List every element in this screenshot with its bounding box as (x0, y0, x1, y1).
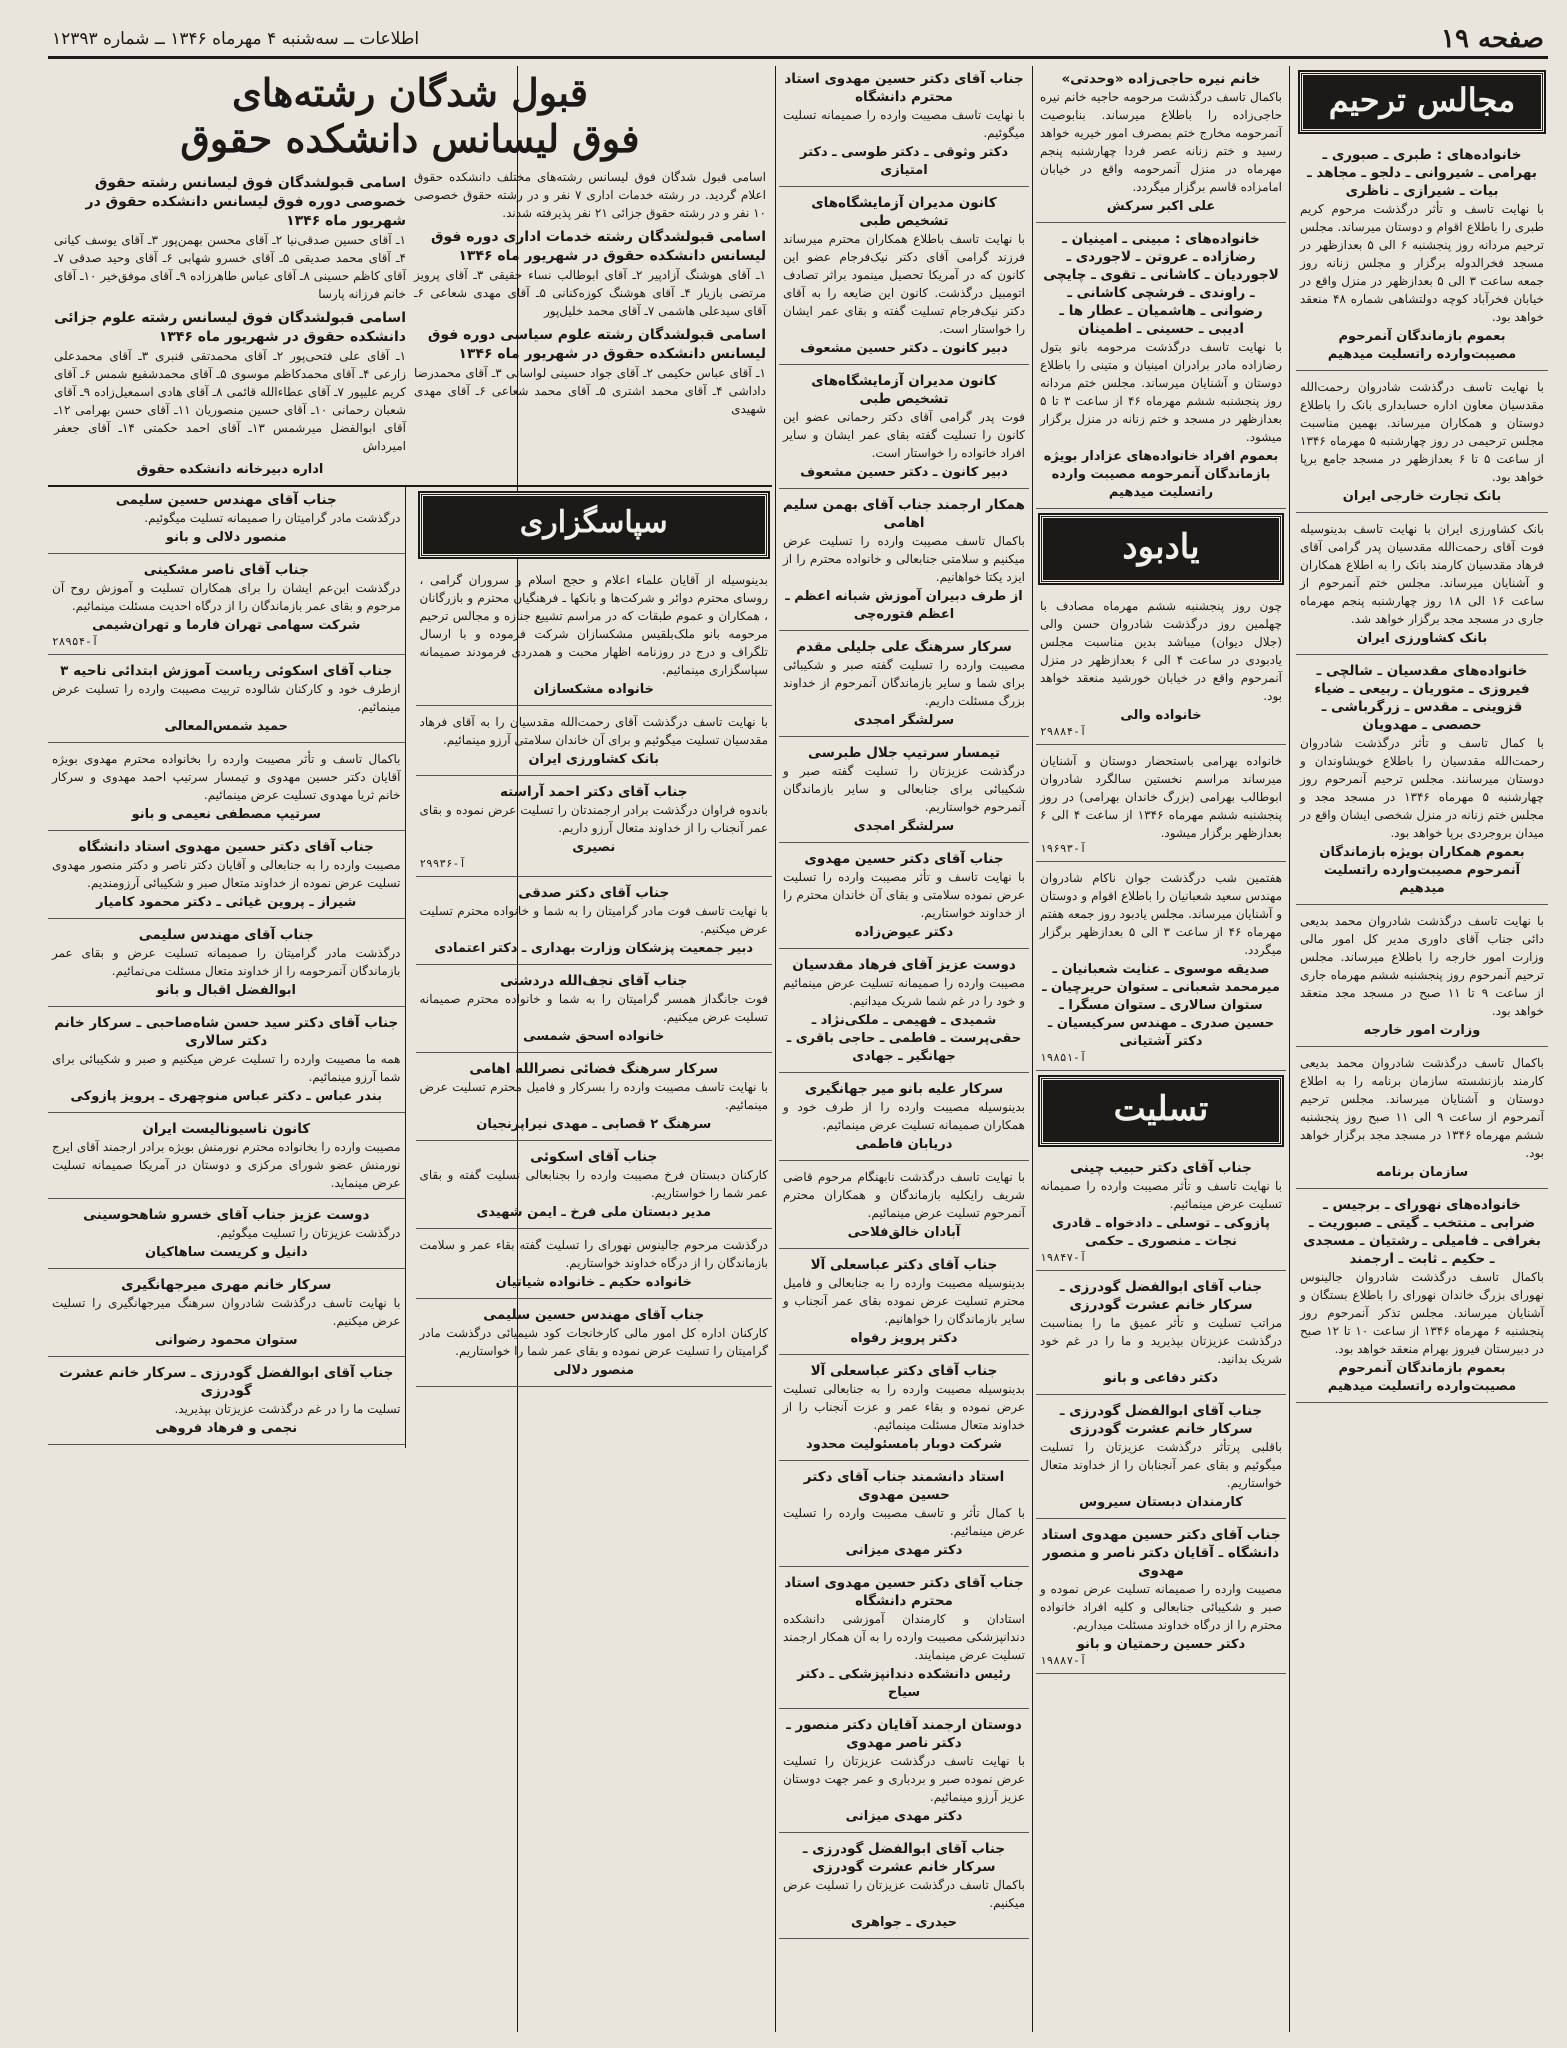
notice-signature: بانک تجارت خارجی ایران (1342, 489, 1502, 504)
notice (48, 1272, 405, 1357)
notice-title: کانون ناسیونالیست ایران (142, 1121, 311, 1137)
notice-body: درگذشت مادر گرامیتان را صمیمانه تسلیت میگوئیم. (144, 511, 401, 525)
notice-body: بدینوسیله مصیبت وارده را به جنابعالی تسلیت عرض نموده و بقاء عمر و عزت آنجناب را از خداوند متعال مسئلت مینمائیم. (783, 1382, 1025, 1432)
notice-title: سرکار سرهنگ فضائی نصرالله اهامی (469, 1061, 719, 1077)
notice (48, 1116, 405, 1199)
notice-title: دوست عزیز جناب آقای خسرو شاهحوسینی (83, 1207, 370, 1223)
graduates-section (414, 228, 766, 320)
notice-body: با نهایت تاسف درگذشت آقای رحمت‌الله مقدسیان را به آقای فرهاد مقدسیان تسلیت میگوئیم و برای آن خاندان سلامتی آرزو مینمائیم. (419, 715, 768, 747)
notice-title: تیمسار سرتیپ جلال طبرسی (807, 745, 1001, 761)
section-names: ۱ـ آقای علی فتحی‌پور ۲ـ آقای محمدتقی قنبری ۳ـ آقای محمدعلی زارعی ۴ـ آقای محمدکاظم موسوی ۵ـ آقای محمدشفیع شمس ۶ـ آقای کریم علیپور ۷ـ آقای عطاءالله قائمی ۸ـ آقای هادی اسمعیل‌زاده ۹ـ آقای شعبان رحمانی ۱۰ـ آقای حسین منصوریان ۱۱ـ آقای حسن بهرامی ۱۲ـ آقای ابوالفضل میرشمس ۱۳ـ آقای احمد حکمتی ۱۴ـ آقای جعفر امیرداش (54, 349, 407, 453)
page-number: صفحه ۱۹ (1441, 24, 1544, 54)
notice-signature: دکتر مهدی میزانی (845, 1543, 963, 1558)
column-rule (1032, 66, 1033, 2032)
notice-title: جناب آقای ابوالفضل گودرزی ـ سرکار خانم عشرت گودرزی (59, 1365, 394, 1399)
notice-body: درگذشت مادر گرامیتان را صمیمانه تسلیت عرض و بقای عمر بازماندگان آنمرحومه را از خداوند متعال مسئلت می‌نمائیم. (52, 946, 401, 978)
column-rule (775, 66, 776, 2032)
notice-body: باقلبی پرتأثر درگذشت عزیزتان را تسلیت میگوئیم و بقای عمر آنجنابان را از خداوند متعال خواستاریم. (1040, 1440, 1282, 1490)
notice-body: مصیبت وارده را به جنابعالی و آقایان دکتر ناصر و دکتر منصور مهدوی تسلیت عرض نموده از خداوند متعال صبر و شکیبائی آرزومندیم. (52, 858, 401, 890)
notice (1296, 658, 1548, 905)
article-intro: اسامی قبول شدگان فوق لیسانس رشته‌های مختلف دانشکده حقوق اعلام گردید. در رشته خدمات اداری ۷ نفر و در رشته حقوق خصوصی ۱۰ نفر و در رشته حقوق جزائی ۲۱ نفر پذیرفته شدند. (414, 170, 767, 220)
notice-signature: نصیری (572, 840, 616, 855)
notice-title: جناب آقای دکتر حسین مهدوی استاد محترم دانشگاه (784, 71, 1024, 105)
banner-majales-tarhim: مجالس ترحیم (1300, 72, 1544, 132)
notice (416, 880, 773, 965)
column-yadbood-tasliyat (1036, 66, 1286, 2032)
notice-title: خانواده‌های : مبینی ـ امینیان ـ رضازاده ـ عروتن ـ لاجوردی ـ لاجوردیان ـ کاشانی ـ تقوی ـ چایچی ـ راوندی ـ فرشچی کاشانی ـ رضوانی ـ هاشمیان ـ عطار ها ـ ادیبی ـ حسینی ـ اطمینان (1043, 231, 1279, 337)
notice-body: هفتمین شب درگذشت جوان ناکام شادروان مهندس سعید شعبانیان را باطلاع اقوام و دوستان و آشنایان میرساند. مجلس یادبود روز جمعه هفتم مهرماه ۴۶ از ساعت ۳ الی ۵ بعدازظهر برگزار میگردد. (1040, 871, 1283, 957)
notice-title: جناب آقای دکتر حسین مهدوی (804, 851, 1004, 867)
notice-body: کارکنان دبستان فرخ مصیبت وارده را بجنابعالی تسلیت گفته و بقای عمر شما را خواستاریم. (419, 1168, 768, 1200)
notice-body: با نهایت تاسف درگذشت نابهنگام مرحوم قاضی شریف رایکلیه بازماندگان و همکاران محترم آنمرحوم تسلیت عرض مینمائیم. (783, 1170, 1025, 1220)
notice-body: کارکنان اداره کل امور مالی کارخانجات کود شیمیائی درگذشت مادر گرامیتان را تسلیت عرض نموده و بقای عمر شما را خواستاریم. (419, 1326, 768, 1358)
notice-body: باکمال تاسف و تأثر مصیبت وارده را بخانواده محترم مهدوی بویژه آقایان دکتر حسین مهدوی و تیمسار سرتیپ احمد مهدوی و سرکار خانم ثریا مهدوی تسلیت عرض مینمائیم. (52, 752, 401, 802)
notice-code: آ-۲۹۹۳۶ (419, 857, 466, 870)
notice-body: درگذشت عزیزتان را تسلیت میگوئیم. (216, 1226, 401, 1240)
notice-title: سرکار علیه بانو میر جهانگیری (804, 1081, 1004, 1097)
section-heading: اسامی قبولشدگان رشته علوم سیاسی دوره فوق لیسانس دانشکده حقوق در شهریور ماه ۱۳۴۶ (427, 327, 766, 362)
notice-code: آ-۱۹۸۵۱ (1040, 1051, 1087, 1064)
notice (779, 66, 1029, 187)
column-rule (1289, 66, 1290, 2032)
notice-body: بدینوسیله مصیبت وارده را به جنابعالی و فامیل محترم تسلیت عرض نموده بقای عمر آنجناب و سایر بازماندگان را خواهانیم. (783, 1276, 1025, 1326)
notice-body: درگذشت عزیزتان را تسلیت گفته صبر و شکیبائی برای جنابعالی و سایر بازماندگان آنمرحوم خواستاریم. (783, 764, 1025, 814)
notice-body: با نهایت تاسف درگذشت شادروان رحمت‌الله مقدسیان معاون اداره حسابداری بانک را باطلاع دوستان و همکاران میرساند. بهمین مناسبت مجلس ترحیمی در روز چهارشنبه ۵ مهرماه ۱۳۴۶ از ساعت ۵ تا ۶ بعدازظهر در مسجد جامع برپا خواهد بود. (1300, 380, 1545, 484)
notice-signature: سرتیپ مصطفی نعیمی و بانو (131, 807, 321, 822)
notice-body: مصیبت وارده را بخانواده محترم نورمنش بویژه برادر ارجمند آقای ایرج نورمنش عضو شورای مرکزی و دوستان در آمریکا صمیمانه تسلیت عرض مینماید. (52, 1140, 401, 1190)
notice-body: درگذشت مرحوم جالینوس نهورای را تسلیت گفته بقاء عمر و سلامت بازماندگان را از درگاه خداوند خواستاریم. (419, 1238, 768, 1270)
notice-code: آ-۱۹۸۸۷ (1040, 1654, 1087, 1667)
notice-body: با نهایت تاسف درگذشت شادروان سرهنگ میرجهانگیری را تسلیت عرض میکنیم. (52, 1296, 401, 1328)
notice-signature: صدیقه موسوی ـ عنایت شعبانیان ـ میرمحمد شعبانی ـ ستوان حریرچیان ـ ستوان سالاری ـ ستوان مسگرا ـ حسین صدری ـ مهندس سرکیسیان ـ دکتر آشتیانی (1042, 962, 1280, 1049)
notice-signature: آبادان خالق‌فلاحی (847, 1225, 961, 1240)
notice-signature: خانواده حکیم ـ خانواده شیاتیان (495, 1275, 692, 1290)
notice-signature: منصور دلالی و بانو (165, 530, 287, 545)
notice-body: با نهایت تاسف و تأثر درگذشت مرحوم کریم طبری را باطلاع اقوام و دوستان میرساند. مجلس ترحیم مردانه روز پنجشنبه ۶ الی ۵ بعدازظهر در مسجد فخرالدوله برگزار و مجلس زنانه روز جمعه ساعت ۳ الی ۵ بعدازظهر در منزل واقع در خیابان فخرآباد کوچه دولتشاهی شماره ۴۸ منعقد خواهد بود. (1300, 202, 1545, 324)
notice (1036, 226, 1286, 509)
notice (779, 190, 1029, 365)
condolence-list (1036, 1155, 1286, 1674)
section-heading: اسامی قبولشدگان رشته خدمات اداری دوره فوق لیسانس دانشکده حقوق در شهریور ماه ۱۳۴۶ (430, 229, 766, 264)
notice-body: با نهایت تاسف درگذشت شادروان محمد بدیعی دائی جناب آقای داوری مدیر کل امور مالی وزارت امور خارجه را باطلاع میرساند. مجلس ترحیم آنمرحوم روز پنجشنبه ششم مهرماه جاری از ساعت ۹ تا ۱۱ صبح در مسجد مجد منعقد خواهد بود. (1300, 914, 1545, 1018)
notice (48, 658, 405, 743)
notices-list (1296, 142, 1548, 1403)
notice (1036, 1522, 1286, 1674)
notice-signature: شمیدی ـ فهیمی ـ ملکی‌نژاد ـ حقی‌پرست ـ فاطمی ـ حاجی باقری ـ جهانگیر ـ جهادی (786, 1013, 1022, 1064)
notice-title: همکار ارجمند جناب آقای بهمن سلیم اهامی (783, 497, 1025, 531)
notice (1296, 142, 1548, 371)
notice-title: جناب آقای مهندس سلیمی (138, 927, 314, 943)
notice-title: جناب آقای دکتر حسین مهدوی استاد محترم دانشگاه (784, 1575, 1024, 1609)
notice-title: جناب آقای ناصر مشکینی (143, 562, 309, 578)
notice-title: سرکار سرهنگ علی جلیلی مقدم (796, 639, 1012, 655)
banner-sepasgozari: سپاسگزاری (420, 493, 769, 557)
notice (779, 846, 1029, 949)
notice-signature: کارمندان دبستان سیروس (1079, 1495, 1243, 1510)
notice-signature: بانک کشاورزی ایران (1356, 631, 1488, 646)
notice-signature: نجمی و فرهاد فروهی (155, 1421, 298, 1436)
notice (416, 1302, 773, 1387)
notice (1036, 593, 1286, 745)
notice-body: تسلیت ما را در غم درگذشت عزیزتان بپذیرید. (174, 1402, 401, 1416)
notice (1296, 1050, 1548, 1189)
notice-code: آ-۱۹۶۹۳ (1040, 842, 1087, 855)
notice (416, 1056, 773, 1141)
notice-signature: دریابان فاطمی (855, 1137, 953, 1152)
notice-body: با نهایت تاسف باطلاع همکاران محترم میرساند فرزند گرامی آقای دکتر نیک‌فرجام عضو این کانون که در آمریکا تحصیل مینمود براثر تصادف اتومبیل درگذشت. کانون این ضایعه را به آقای دکتر نیک‌فرجام تسلیت گفته و بقای عمر ایشان را خواستار است. (783, 232, 1025, 336)
notice-signature: سرلشگر امجدی (853, 713, 955, 728)
notice-body: استادان و کارمندان آموزشی دانشکده دندانپزشکی مصیبت وارده را به آن همکار ارجمند تسلیت عرض مینمایند. (783, 1612, 1025, 1662)
notice-signature: بعموم بازماندگان آنمرحوم مصیبت‌وارده راتسلیت میدهیم (1327, 1361, 1517, 1394)
thanks-list (416, 567, 773, 1387)
notice-body: همه ما مصیبت وارده را تسلیت عرض میکنیم و صبر و شکیبائی برای شما آرزو مینمائیم. (52, 1052, 401, 1084)
notice-body: باندوه فراوان درگذشت برادر ارجمندتان را تسلیت عرض نموده و بقای عمر آنجناب را از خداوند متعال آرزو داریم. (419, 803, 768, 835)
notice-title: دوست عزیز آقای فرهاد مقدسیان (792, 957, 1016, 973)
notice-body: با نهایت تاسف و تأثر مصیبت وارده را تسلیت عرض نموده سلامتی و بقای آن خاندان محترم را از خداوند خواستاریم. (783, 870, 1025, 920)
notice-signature: منصور دلالی (553, 1363, 635, 1378)
notice-body: باکمال تاسف درگذشت مرحومه حاجیه خانم نیره حاجی‌زاده را باطلاع میرساند. بنابوصیت آنمرحومه مخارج ختم بمصرف امور خیریه خواهد رسید و ختم زنانه عصر فردا چهارشنبه پنجم مهرماه در منزل آنمرحومه واقع در خیابان امامزاده قاسم برگزار میگردد. (1040, 90, 1282, 194)
notice-title: جناب آقای دکتر حبیب چینی (1070, 1160, 1252, 1176)
notice-title: دوستان ارجمند آقایان دکتر منصور ـ دکتر ناصر مهدوی (786, 1717, 1022, 1751)
notice-body: باکمال تاسف درگذشت شادروان محمد بدیعی کارمند بازنشسته سازمان برنامه را به اطلاع دوستان و آشنایان میرساند. مجلس ترحیم آنمرحوم از ساعت ۹ الی ۱۱ صبح روز پنجشنبه ششم مهرماه ۱۳۴۶ در مسجد مجد برگزار خواهد بود. (1300, 1056, 1544, 1160)
notice (779, 368, 1029, 489)
notice-title: کانون مدیران آزمایشگاه‌های تشخیص طبی (811, 195, 997, 229)
notice-signature: شرکت سهامی تهران فارما و تهران‌شیمی (92, 618, 361, 633)
notice (416, 779, 773, 877)
notice (1296, 1192, 1548, 1403)
notice-signature: وزارت امور خارجه (1363, 1023, 1481, 1038)
notice-signature: دانیل و کریست ساهاکیان (145, 1245, 308, 1260)
notice (1036, 748, 1286, 862)
notice (416, 567, 773, 706)
notice (779, 1464, 1029, 1567)
notice-body: چون روز پنجشنبه ششم مهرماه مصادف با چهلمین روز درگذشت شادروان حسن والی (جلال دیوان) میباشد بدین مناسبت مجلس یادبودی در ساعت ۴ الی ۶ بعدازظهر در منزل آنمرحوم واقع در خیابان خورشید منعقد خواهد بود. (1040, 599, 1282, 703)
notice-body: باکمال تاسف درگذشت عزیزتان را تسلیت عرض میکنیم. (783, 1878, 1025, 1910)
remembrance-list (1036, 593, 1286, 1071)
notice-signature: دکتر عیوض‌زاده (854, 925, 954, 940)
notice-body: با نهایت تاسف درگذشت عزیزتان را تسلیت عرض نموده صبر و بردباری و عمر جهت دوستان عزیز آرزو مینمائیم. (783, 1754, 1025, 1804)
section-heading: اسامی قبولشدگان فوق لیسانس رشته علوم جزائی دانشکده حقوق در شهریور ماه ۱۳۴۶ (54, 310, 406, 345)
notice-title: خانواده‌های : طبری ـ صبوری ـ بهرامی ـ شیروانی ـ دلجو ـ مجاهد ـ بیات ـ شیرازی ـ ناظری (1307, 147, 1537, 199)
notice (779, 1570, 1029, 1709)
graduates-section (54, 309, 406, 455)
notice-body: بانک کشاورزی ایران با نهایت تاسف بدینوسیله فوت آقای رحمت‌الله مقدسیان پدر گرامی آقای فرهاد مقدسیان کارمند بانک را به اطلاع همکاران و آشنایان میرساند. مجلس ختم آنمرحوم از ساعت ۱۶ الی ۱۸ روز چهارشنبه پنجم مهرماه جاری در مسجد مجد برگزار خواهد شد. (1300, 522, 1545, 626)
notice (48, 834, 405, 919)
notice (48, 922, 405, 1007)
notice-signature: بعموم افراد خانواده‌های عزادار بویژه بازماندگان آنمرحومه مصیبت وارده راتسلیت میدهیم (1043, 449, 1279, 500)
notice (1036, 66, 1286, 223)
notice-title: جناب آقای دکتر حسین مهدوی استاد دانشگاه (78, 839, 374, 855)
notice-signature: سرهنگ ۲ قصابی ـ مهدی نیراپرنجیان (476, 1117, 712, 1132)
notice-title: جناب آقای اسکوئی (530, 1149, 658, 1165)
notices-list (48, 487, 405, 1445)
notice-body: با نهایت تاسف و تأثر مصیبت وارده را صمیمانه تسلیت عرض مینمائیم. (1040, 1179, 1282, 1211)
notice-signature: دکتر پرویز رفواه (850, 1331, 958, 1346)
notice (1296, 516, 1548, 655)
notice-body: خانواده بهرامی باستحضار دوستان و آشنایان میرساند مراسم نخستین سالگرد شادروان ابوطالب بهرامی (بزرگ خاندان بهرامی) در روز پنجشنبه ششم مهرماه ۱۳۴۶ از ساعت ۴ الی ۶ بعدازظهر برگزار میشود. (1040, 754, 1282, 840)
graduates-section (54, 174, 406, 303)
notice-title: جناب آقای مهندس حسین سلیمی (483, 1307, 705, 1323)
notice-title: استاد دانشمند جناب آقای دکتر حسین مهدوی (803, 1469, 1005, 1503)
notice (1296, 908, 1548, 1047)
section-names: ۱ـ آقای حسین صدقی‌نیا ۲ـ آقای محسن بهمن‌پور ۳ـ آقای یوسف کیانی ۴ـ آقای محمد صدیقی ۵ـ آقای خسرو شهابی ۶ـ آقای وحید صدقی ۷ـ آقای کاظم حسینی ۸ـ آقای عباس طاهرزاده ۹ـ آقای موفق‌خیر ۱۰ـ آقای خانم فرزانه پارسا (54, 233, 406, 301)
notice-code: آ-۲۹۸۸۴ (1040, 725, 1087, 738)
notice-body: باکمال تاسف درگذشت شادروان جالینوس نهورای بزرگ خاندان نهورای را باطلاع بستگان و آشنایان میرساند. مجلس تذکر آنمرحوم روز پنجشنبه ۶ مهرماه ۱۳۴۶ از ساعت ۱۰ تا ۱۲ صبح در دبیرستان فیروز بهرام منعقد خواهد بود. (1300, 1270, 1545, 1356)
notice (779, 1836, 1029, 1939)
notice-signature: بعموم بازماندگان آنمرحوم مصیبت‌وارده راتسلیت میدهیم (1327, 329, 1517, 362)
notice-title: جناب آقای دکتر حسین مهدوی استاد دانشگاه ـ آقایان دکتر ناصر و منصور مهدوی (1041, 1527, 1281, 1579)
notice (779, 634, 1029, 737)
notice-body: با کمال تأثر و تاسف مصیبت وارده را تسلیت عرض مینمائیم. (783, 1506, 1025, 1538)
notice (416, 1144, 773, 1229)
notice-code: آ-۲۸۹۵۴ (52, 635, 99, 648)
notice (779, 1712, 1029, 1833)
notice (779, 492, 1029, 631)
notice-signature: رئیس دانشکده دندانپزشکی ـ دکتر سیاح (797, 1667, 1011, 1700)
notice (1036, 1274, 1286, 1395)
notice-code: آ-۱۹۸۴۷ (1040, 1251, 1087, 1264)
notice-title: جناب آقای دکتر احمد آراسته (500, 784, 688, 800)
column-condolences (779, 66, 1029, 2032)
notice (779, 1164, 1029, 1249)
notice (779, 952, 1029, 1073)
column-law-faculty (48, 66, 772, 2032)
notice-title: خانم نیره حاجی‌زاده «وحدتی» (1061, 71, 1261, 87)
graduates-section (414, 326, 766, 418)
notice-signature: خانواده اسحق شمسی (523, 1029, 665, 1044)
notice (48, 1360, 405, 1445)
notice-title: جناب آقای ابوالفضل گودرزی ـ سرکار خانم عشرت گودرزی (1059, 1279, 1263, 1313)
notice (1036, 1398, 1286, 1519)
notice-signature: حمید شمس‌المعالی (164, 719, 289, 734)
notice-title: خانواده‌های نهورای ـ برجیس ـ ضرابی ـ منتخب ـ گیتی ـ صبوریت ـ بغرافی ـ فامیلی ـ رشتیان ـ مسجدی ـ حکیم ـ ثابت ـ ارجمند (1303, 1197, 1541, 1267)
headline-line-2: فوق لیسانس دانشکده حقوق (180, 116, 640, 161)
notice (48, 1010, 405, 1113)
banner-yadbood: یادبود (1040, 515, 1282, 583)
notice-signature: دکتر مهدی میزانی (845, 1809, 963, 1824)
notice-body: با نهایت تاسف درگذشت مرحومه بانو بتول رضازاده مادر برادران امینیان و متینی را باطلاع دوستان و آشنایان میرساند. مجلس ختم مردانه روز پنجشنبه ششم مهرماه ۴۶ از ساعت ۳ تا ۵ بعدازظهر در مسجد و ختم زنانه در منزل برگزار میشود. (1040, 340, 1282, 444)
section-names: ۱ـ آقای عباس حکیمی ۲ـ آقای جواد حسینی لواسانی ۳ـ آقای محمدرضا داداشی ۴ـ آقای محمد اشتری ۵ـ آقای محمد شعاعی ۶ـ آقای مهدی شهیدی (414, 366, 766, 416)
notice-body: با نهایت تاسف مصیبت وارده را صمیمانه تسلیت میگوئیم. (783, 108, 1025, 140)
notice (416, 709, 773, 776)
notice-signature: حیدری ـ جواهری (850, 1915, 958, 1930)
notice-body: مراتب تسلیت و تأثر عمیق ما را بمناسبت درگذشت عزیزتان بپذیرید و ما را در غم خود شریک بدانید. (1040, 1316, 1282, 1366)
notice-body: با نهایت تاسف مصیبت وارده را بسرکار و فامیل محترم تسلیت عرض مینمائیم. (419, 1080, 768, 1112)
article-law-faculty (48, 66, 772, 487)
dateline: اطلاعات ــ سه‌شنبه ۴ مهرماه ۱۳۴۶ ــ شماره ۱۲۳۹۳ (52, 29, 420, 49)
notice-signature: مدیر دبستان ملی فرخ ـ ایمن شهیدی (476, 1205, 711, 1220)
notice (416, 1232, 773, 1299)
notice-signature: دبیر کانون ـ دکتر حسین مشعوف (800, 465, 1008, 480)
notice (1296, 374, 1548, 513)
section-names: ۱ـ آقای هوشنگ آزادپیر ۲ـ آقای ابوطالب نساء حقیقی ۳ـ آقای پرویز مرتضی بازیار ۴ـ آقای هوشنگ کوزه‌کنانی ۵ـ آقای مهدی شعاعی ۶ـ آقای سیدعلی هاشمی ۷ـ آقای محمد خلیل‌پور (414, 268, 766, 318)
column-more-condolences (48, 487, 406, 1448)
notice-body: باکمال تاسف مصیبت وارده را تسلیت عرض میکنیم و سلامتی جنابعالی و خانواده محترم را از ایزد یکتا خواهانیم. (783, 534, 1025, 584)
notice-body: مصیبت وارده را صمیمانه تسلیت عرض مینمائیم و خود را در غم شما شریک میدانیم. (783, 976, 1025, 1008)
notice-body: مصیبت وارده را صمیمانه تسلیت عرض نموده و صبر و شکیبائی جنابعالی و کلیه افراد خانواده محترم را از درگاه خداوند مسئلت میداریم. (1040, 1582, 1282, 1632)
notice-signature: از طرف دبیران آموزش شبانه اعظم ـ اعظم فتوره‌چی (785, 589, 1023, 622)
column-thanks (416, 487, 773, 1448)
notice-signature: سازمان برنامه (1375, 1165, 1469, 1180)
banner-tasliyat: تسلیت (1040, 1077, 1282, 1145)
notice (48, 746, 405, 831)
notice-title: جناب آقای ابوالفضل گودرزی ـ سرکار خانم عشرت گودرزی (802, 1841, 1006, 1875)
notice-body: فوت جانگداز همسر گرامیتان را به شما و خانواده محترم صمیمانه تسلیت عرض میکنیم. (419, 992, 768, 1024)
notice-signature: دکتر وثوقی ـ دکتر طوسی ـ دکتر امتیازی (799, 145, 1009, 178)
notice-body: ازطرف خود و کارکنان شالوده تربیت مصیبت وارده را تسلیت عرض مینمائیم. (52, 682, 401, 714)
notice-title: خانواده‌های مقدسیان ـ شالچی ـ فیروزی ـ متوریان ـ ربیعی ـ ضیاء قزوینی ـ مقدس ـ زرگرباشی ـ حصصی ـ مهدویان (1314, 663, 1530, 733)
column-majales-tarhim (1296, 66, 1548, 2032)
notice-body: درگذشت ابن‌عم ایشان را برای همکاران تسلیت و آموزش روح آن مرحوم و بقای عمر بازماندگان را از درگاه احدیت مسئلت مینمائیم. (52, 581, 401, 613)
notice-title: کانون مدیران آزمایشگاه‌های تشخیص طبی (811, 373, 997, 407)
notice-signature: دکتر حسین رحمتیان و بانو (1076, 1637, 1246, 1652)
notice-title: جناب آقای اسکوئی ریاست آموزش ابتدائی ناحیه ۳ (60, 663, 393, 679)
notice-title: جناب آقای نجف‌الله دردشتی (500, 973, 688, 989)
notice-title: جناب آقای دکتر عباسعلی آلا (810, 1257, 998, 1273)
notice-title: سرکار خانم مهری میرجهانگیری (121, 1277, 332, 1293)
article-signature: اداره دبیرخانه دانشکده حقوق (136, 462, 324, 477)
notice-signature: دبیر جمعیت پزشکان وزارت بهداری ـ دکتر اعتمادی (434, 941, 754, 956)
notice-body: بدینوسیله از آقایان علماء اعلام و حجج اسلام و سروران گرامی ، روسای محترم دوائر و شرکت‌ها و بانکها ـ فرهنگیان محترم و بازرگانان ، همکاران و عموم طبقات که در مراسم تشییع جنازه و مجالس ترحیم مرحومه بانو ملک‌بلقیس مشکسازان شرکت فرموده و با ارسال تلگراف و درج در روزنامه اظهار محبت و همدردی فرمودند صمیمانه سپاسگزاری مینمائیم. (419, 573, 768, 677)
sections-list (54, 174, 406, 455)
notice-title: جناب آقای دکتر عباسعلی آلا (810, 1363, 998, 1379)
notice-body: فوت پدر گرامی آقای دکتر رحمانی عضو این کانون را تسلیت گفته بقای عمر ایشان و سایر افراد خانواده را خواستار است. (783, 410, 1025, 460)
notice (779, 1252, 1029, 1355)
notice (779, 740, 1029, 843)
notice-title: جناب آقای مهندس حسین سلیمی (115, 492, 337, 508)
notice-signature: خانواده والی (1120, 708, 1202, 723)
notice (779, 1076, 1029, 1161)
notice-title: جناب آقای دکتر صدقی (518, 885, 670, 901)
notice-signature: سرلشگر امجدی (853, 819, 955, 834)
notice-signature: علی اکبر سرکش (1106, 199, 1216, 214)
notice-signature: خانواده مشکسازان (533, 682, 655, 697)
notice (48, 1202, 405, 1269)
notice-signature: ستوان محمود رضوانی (155, 1333, 298, 1348)
sections-list (414, 228, 766, 418)
notice-title: جناب آقای دکتر سید حسن شاه‌صاحبی ـ سرکار خانم دکتر سالاری (54, 1015, 399, 1049)
headline-line-1: قبول شدگان رشته‌های (231, 70, 589, 115)
notice-signature: شیراز ـ پروین غیاثی ـ دکتر محمود کامیار (96, 895, 357, 910)
notice-signature: دبیر کانون ـ دکتر حسین مشعوف (800, 341, 1008, 356)
notice-body: بدینوسیله مصیبت وارده را از طرف خود و همکاران صمیمانه تسلیت عرض مینمائیم. (783, 1100, 1025, 1132)
notice (48, 487, 405, 554)
notice (416, 968, 773, 1053)
newspaper-page (48, 22, 1548, 2032)
notice-signature: بعموم همکاران بویژه بازماندگان آنمرحوم مصیبت‌وارده راتسلیت میدهیم (1319, 845, 1525, 896)
notice-signature: شرکت دوبار بامسئولیت محدود (806, 1437, 1002, 1452)
notice (1036, 865, 1286, 1071)
notices-list (779, 66, 1029, 1939)
notice-body: با نهایت تاسف فوت مادر گرامیتان را به شما و خانواده محترم تسلیت عرض میکنیم. (419, 904, 768, 936)
notice-signature: بندر عباس ـ دکتر عباس منوچهری ـ پرویز پازوکی (70, 1089, 382, 1104)
page-header (48, 22, 1548, 59)
notice-body: با کمال تاسف و تأثر درگذشت شادروان رحمت‌الله مقدسیان را باطلاع خویشاوندان و دوستان میرسانند. مجلس ترحیم آنمرحوم روز چهارشنبه ۵ مهرماه ۱۳۴۶ در مسجد مجد و مجلس ختم زنانه در منزل شخصی ایشان واقع در میدان بروجردی برپا خواهد بود. (1300, 736, 1544, 840)
notice (48, 557, 405, 655)
notice-title: جناب آقای ابوالفضل گودرزی ـ سرکار خانم عشرت گودرزی (1059, 1403, 1263, 1437)
notice-signature: ابوالفضل اقبال و بانو (156, 983, 296, 998)
notice-body: مصیبت وارده را تسلیت گفته صبر و شکیبائی برای شما و سایر بازماندگان آنمرحوم از خداوند بزرگ مسئلت داریم. (783, 658, 1025, 708)
notice-signature: دکتر دفاعی و بانو (1103, 1371, 1219, 1386)
section-heading: اسامی قبولشدگان فوق لیسانس رشته حقوق خصوصی دوره فوق لیسانس دانشکده حقوق در شهریور ماه ۱۳۴۶ (85, 175, 406, 229)
notice (779, 1358, 1029, 1461)
notices-list (1036, 66, 1286, 509)
notice-signature: بانک کشاورزی ایران (528, 752, 660, 767)
notice (1036, 1155, 1286, 1271)
notice-signature: پازوکی ـ توسلی ـ دادخواه ـ قادری نجات ـ منصوری ـ حکمی (1052, 1216, 1270, 1249)
